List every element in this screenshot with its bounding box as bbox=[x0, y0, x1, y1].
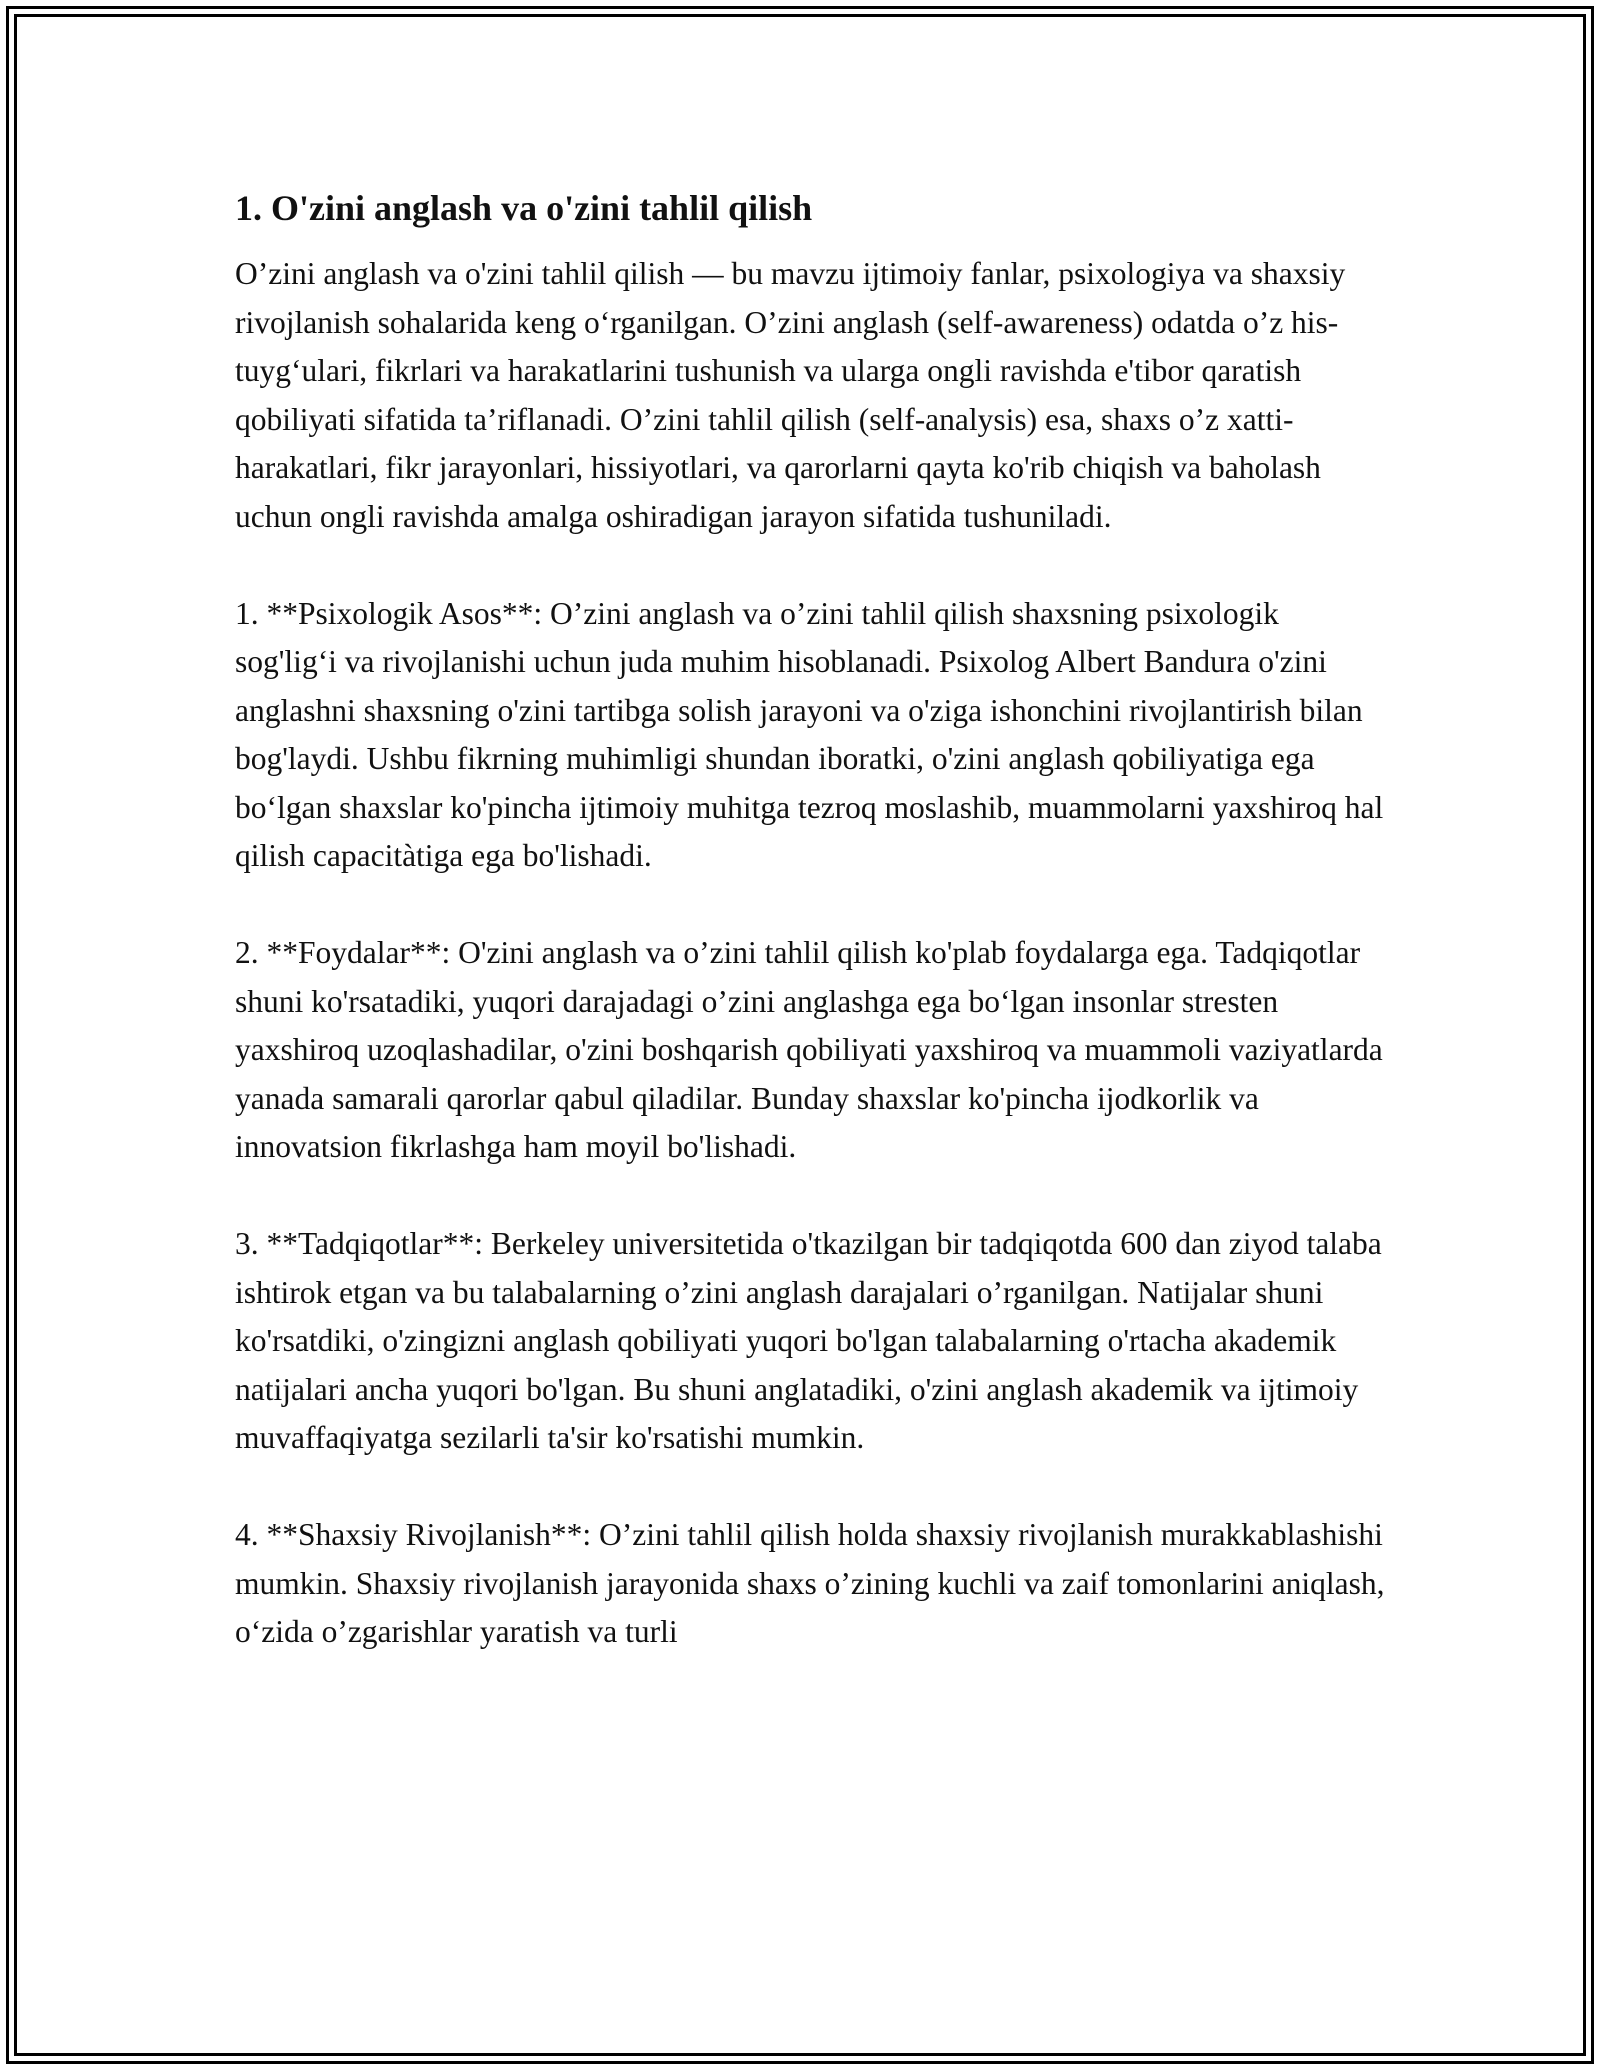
paragraph-personal-development: 4. **Shaxsiy Rivojlanish**: O’zini tahlil qilish holda shaxsiy rivojlanish murakkablashishi mumkin. Shaxsiy rivojlanish jarayonida shaxs o’zining kuchli va zaif tomonlarini aniqlash, o‘zida o’zgarishlar yaratish va turli bbox=[235, 1517, 1385, 1649]
document-body bbox=[235, 186, 1385, 1705]
paragraph-psychological-basis: 1. **Psixologik Asos**: O’zini anglash va o’zini tahlil qilish shaxsning psixologik sog'lig‘i va rivojlanishi uchun juda muhim hisoblanadi. Psixolog Albert Bandura o'zini anglashni shaxsning o'zini tartibga solish jarayoni va o'ziga ishonchini rivojlantirish bilan bog'laydi. Ushbu fikrning muhimligi shundan iboratki, o'zini anglash qobiliyatiga ega bo‘lgan shaxslar ko'pincha ijtimoiy muhitga tezroq moslashib, muammolarni yaxshiroq hal qilish capacitàtiga ega bo'lishadi. bbox=[235, 595, 1384, 873]
section-heading: 1. O'zini anglash va o'zini tahlil qilish bbox=[235, 188, 813, 228]
paragraph-research: 3. **Tadqiqotlar**: Berkeley universitetida o'tkazilgan bir tadqiqotda 600 dan ziyod talaba ishtirok etgan va bu talabalarning o’zini anglash darajalari o’rganilgan. Natijalar shuni ko'rsatdiki, o'zingizni anglash qobiliyati yuqori bo'lgan talabalarning o'rtacha akademik natijalari ancha yuqori bo'lgan. Bu shuni anglatadiki, o'zini anglash akademik va ijtimoiy muvaffaqiyatga sezilarli ta'sir ko'rsatishi mumkin. bbox=[235, 1226, 1382, 1455]
intro-paragraph: O’zini anglash va o'zini tahlil qilish — bu mavzu ijtimoiy fanlar, psixologiya va shaxsiy rivojlanish sohalarida keng o‘rganilgan. O’zini anglash (self-awareness) odatda o’z his-tuyg‘ulari, fikrlari va harakatlarini tushunish va ularga ongli ravishda e'tibor qaratish qobiliyati sifatida ta’riflanadi. O’zini tahlil qilish (self-analysis) esa, shaxs o’z xatti-harakatlari, fikr jarayonlari, hissiyotlari, va qarorlarni qayta ko'rib chiqish va baholash uchun ongli ravishda amalga oshiradigan jarayon sifatida tushuniladi. bbox=[235, 256, 1346, 534]
paragraph-benefits: 2. **Foydalar**: O'zini anglash va o’zini tahlil qilish ko'plab foydalarga ega. Tadqiqotlar shuni ko'rsatadiki, yuqori darajadagi o’zini anglashga ega bo‘lgan insonlar stresten yaxshiroq uzoqlashadilar, o'zini boshqarish qobiliyati yaxshiroq va muammoli vaziyatlarda yanada samarali qarorlar qabul qiladilar. Bunday shaxslar ko'pincha ijodkorlik va innovatsion fikrlashga ham moyil bo'lishadi. bbox=[235, 935, 1383, 1164]
